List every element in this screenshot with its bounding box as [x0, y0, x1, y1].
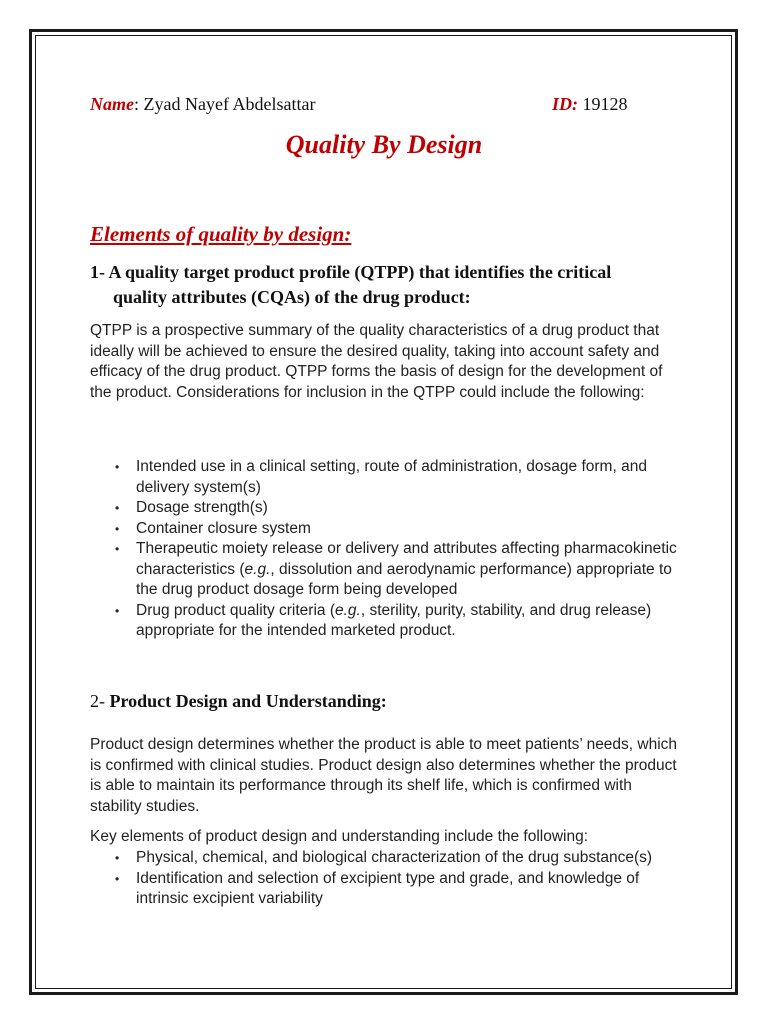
list-item	[90, 457, 680, 498]
item1-heading	[90, 260, 690, 310]
item2-paragraph1	[90, 735, 685, 817]
list-item	[90, 519, 680, 540]
item2-heading-text: Product Design and Understanding:	[105, 691, 387, 711]
item1-paragraph	[90, 321, 685, 403]
list-item-text: Physical, chemical, and biological characterization of the drug substance(s)	[136, 849, 653, 866]
item2-bullet-list	[90, 848, 680, 910]
item2-paragraph2	[90, 827, 685, 848]
list-item-text: Intended use in a clinical setting, route of administration, dosage form, and delivery system(s)	[136, 458, 647, 496]
bullet-icon: •	[115, 542, 120, 556]
bullet-icon: •	[115, 871, 120, 886]
item2-heading	[90, 689, 690, 714]
list-item-text-em: e.g.	[335, 601, 361, 619]
name-label: Name	[90, 94, 134, 114]
item1-number: 1-	[90, 262, 105, 282]
list-item-text: Dosage strength(s)	[136, 499, 268, 516]
list-item-text: Container closure system	[136, 519, 311, 537]
document-title: Quality By Design	[285, 130, 483, 159]
item2-number: 2-	[90, 691, 105, 711]
list-item-text-em: e.g.	[244, 560, 271, 578]
id-label: ID:	[552, 94, 578, 114]
student-name-line	[90, 94, 315, 115]
bullet-icon: •	[115, 603, 120, 618]
id-value: 19128	[578, 94, 628, 114]
item1-bullet-list	[90, 457, 680, 642]
name-value: : Zyad Nayef Abdelsattar	[134, 94, 316, 114]
list-item-text-pre: Therapeutic moiety release or delivery and attributes affecting pharmacokinetic characteristics (	[136, 540, 677, 578]
list-item	[90, 498, 680, 519]
bullet-icon: •	[115, 851, 120, 865]
list-item-text-post: , dissolution and aerodynamic performance) appropriate to the drug product dosage form being developed	[136, 560, 672, 598]
list-item	[90, 539, 680, 601]
list-item	[90, 848, 680, 869]
list-item	[90, 601, 680, 642]
bullet-icon: •	[115, 501, 120, 515]
section-heading: Elements of quality by design:	[90, 222, 352, 246]
item1-heading-line2: quality attributes (CQAs) of the drug product:	[113, 287, 471, 307]
item2-paragraph2-text: Key elements of product design and understanding include the following:	[90, 828, 589, 845]
list-item-text-pre: Drug product quality criteria (	[136, 601, 335, 619]
student-id-line	[552, 94, 628, 115]
item1-heading-line1: A quality target product profile (QTPP) that identifies the critical	[105, 262, 612, 282]
list-item	[90, 869, 680, 910]
bullet-icon: •	[115, 460, 120, 474]
list-item-text: Identification and selection of excipient type and grade, and knowledge of intrinsic excipient variability	[136, 869, 640, 907]
list-item-text-post: , sterility, purity, stability, and drug release) appropriate for the intended marketed product.	[136, 601, 652, 639]
bullet-icon: •	[115, 521, 120, 536]
item2-paragraph1-text: Product design determines whether the product is able to meet patients’ needs, which is confirmed with clinical studies. Product design also determines whether the product is able to maintain its performance through its shelf life, which is confirmed with stability studies.	[90, 736, 678, 815]
item1-paragraph-text: QTPP is a prospective summary of the quality characteristics of a drug product that ideally will be achieved to ensure the desired quality, taking into account safety and efficacy of the drug product. QTPP forms the basis of design for the development of the product. Considerations for inclusion in the QTPP could include the following:	[90, 322, 663, 401]
